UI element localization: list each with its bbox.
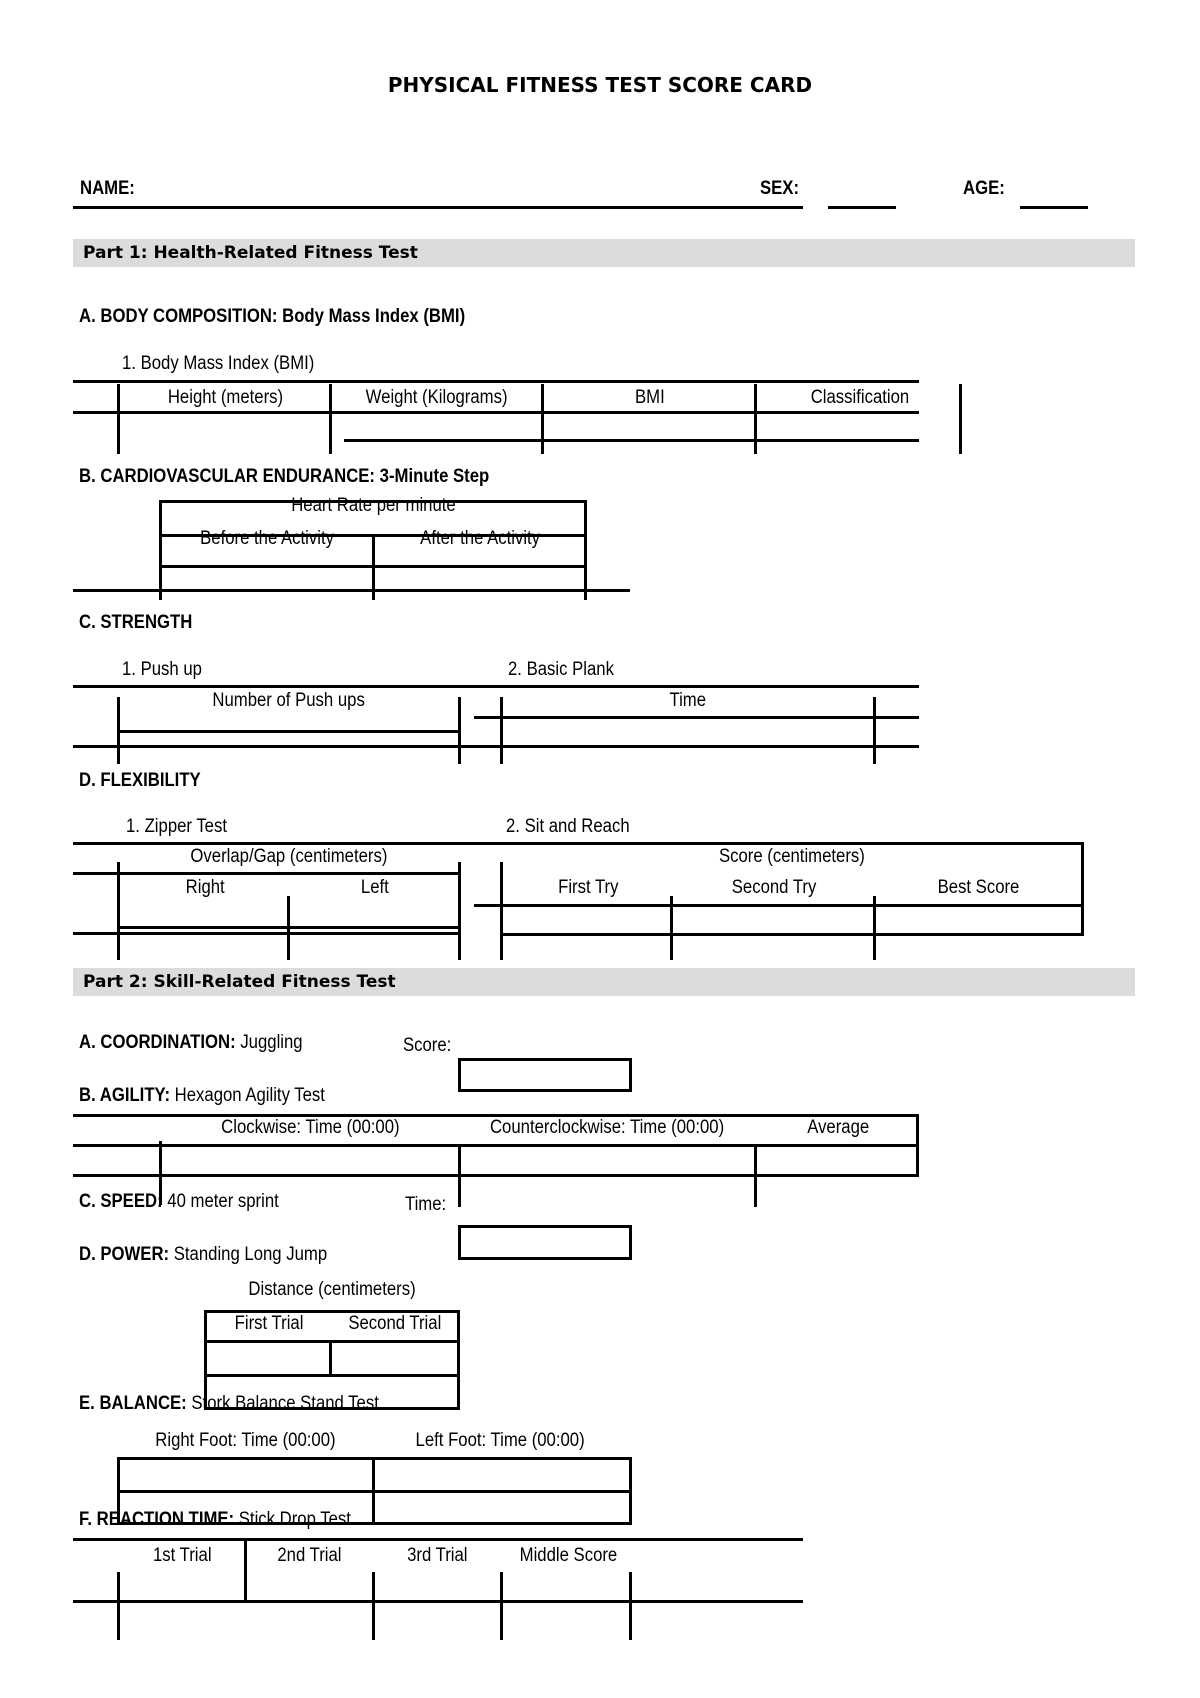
power-test: Standing Long Jump: [173, 1244, 328, 1265]
name-label: NAME:: [80, 178, 135, 199]
cardio-divider: [159, 565, 162, 600]
cardio-divider: [584, 565, 587, 600]
power-header-line: [204, 1340, 460, 1343]
strength-bottom-line: [73, 745, 919, 748]
reaction-col-2nd: 2nd Trial: [277, 1545, 342, 1566]
bmi-table-bottom: [344, 439, 919, 442]
balance-row: [79, 1393, 379, 1415]
power-row: [79, 1244, 327, 1266]
speed-row: [79, 1191, 279, 1213]
strength-title: C. STRENGTH: [79, 612, 193, 633]
strength-top-line: [73, 685, 919, 688]
speed-time-box[interactable]: [458, 1225, 632, 1260]
zipper-base-line: [73, 932, 459, 935]
flex-divider: [287, 896, 290, 960]
agility-bottom-line: [73, 1174, 919, 1177]
reaction-label: F. REACTION TIME:: [79, 1509, 235, 1530]
flex-divider: [670, 896, 673, 960]
speed-label: C. SPEED:: [79, 1191, 163, 1212]
name-underline[interactable]: [73, 206, 803, 209]
zipper-header-line: [73, 872, 459, 875]
reaction-test: Stick Drop Test: [238, 1509, 351, 1530]
plank-line: [474, 716, 919, 719]
bmi-col-bmi: BMI: [635, 387, 665, 408]
reaction-bottom-line: [73, 1600, 803, 1603]
reaction-divider: [500, 1572, 503, 1640]
sex-underline[interactable]: [828, 206, 896, 209]
reaction-divider: [117, 1572, 120, 1640]
reaction-row: [79, 1509, 351, 1531]
page-title: PHYSICAL FITNESS TEST SCORE CARD: [387, 73, 813, 97]
strength-divider: [458, 697, 461, 764]
body-composition-title: A. BODY COMPOSITION: Body Mass Index (BMI): [79, 306, 466, 327]
flex-divider: [873, 896, 876, 960]
flexibility-title: D. FLEXIBILITY: [79, 770, 201, 791]
sitreach-col-second: Second Try: [731, 877, 817, 898]
zipper-col-right: Right: [185, 877, 225, 898]
reaction-top-line: [73, 1538, 803, 1541]
cardio-bottom-line: [73, 589, 630, 592]
sitreach-col-first: First Try: [557, 877, 619, 898]
bmi-table-header-line: [73, 411, 919, 414]
agility-divider: [754, 1144, 757, 1207]
balance-col-right: Right Foot: Time (00:00): [154, 1430, 336, 1451]
power-row-line: [204, 1374, 460, 1377]
plank-col: Time: [669, 690, 707, 711]
bmi-col-height: Height (meters): [167, 387, 283, 408]
sitreach-col-best: Best Score: [937, 877, 1020, 898]
flex-top-line: [73, 842, 1084, 845]
sex-label: SEX:: [760, 178, 800, 199]
strength-divider: [873, 697, 876, 764]
cardio-title: B. CARDIOVASCULAR ENDURANCE: 3-Minute Step: [79, 466, 490, 487]
part2-heading: [73, 968, 1135, 996]
zipper-header: Overlap/Gap (centimeters): [190, 846, 388, 867]
zipper-col-left: Left: [361, 877, 389, 898]
balance-col-left: Left Foot: Time (00:00): [415, 1430, 585, 1451]
sitreach-header: Score (centimeters): [719, 846, 865, 867]
agility-col-clockwise: Clockwise: Time (00:00): [220, 1117, 400, 1138]
time-label: Time:: [405, 1194, 447, 1215]
part1-heading: [73, 239, 1135, 267]
power-divider: [329, 1340, 332, 1377]
cardio-col-after: After the Activity: [420, 528, 540, 549]
reaction-col-3rd: 3rd Trial: [407, 1545, 468, 1566]
bmi-col-weight: Weight (Kilograms): [366, 387, 508, 408]
reaction-col-middle: Middle Score: [519, 1545, 617, 1566]
coordination-row: [79, 1032, 303, 1054]
speed-test: 40 meter sprint: [167, 1191, 279, 1212]
plank-subtitle: 2. Basic Plank: [508, 659, 614, 680]
sitreach-subtitle: 2. Sit and Reach: [506, 816, 630, 837]
sitreach-right-border: [1081, 842, 1084, 936]
coordination-label: A. COORDINATION:: [79, 1032, 236, 1053]
sitreach-bottom-line: [500, 933, 1084, 936]
reaction-divider: [629, 1572, 632, 1640]
reaction-col-1st: 1st Trial: [152, 1545, 212, 1566]
pushup-subtitle: 1. Push up: [122, 659, 202, 680]
agility-row: [79, 1085, 325, 1107]
power-header: Distance (centimeters): [248, 1279, 416, 1300]
balance-divider: [372, 1457, 375, 1525]
bmi-subtitle: 1. Body Mass Index (BMI): [122, 353, 315, 374]
coordination-score-box[interactable]: [458, 1058, 632, 1092]
age-underline[interactable]: [1020, 206, 1088, 209]
agility-divider: [458, 1144, 461, 1207]
bmi-table-top: [73, 380, 919, 383]
agility-test: Hexagon Agility Test: [174, 1085, 325, 1106]
power-col-second: Second Trial: [348, 1313, 441, 1334]
balance-test: Stork Balance Stand Test: [191, 1393, 379, 1414]
pushup-line: [117, 730, 460, 733]
agility-label: B. AGILITY:: [79, 1085, 171, 1106]
sitreach-header-line: [474, 904, 1084, 907]
part1-heading-text: Part 1: Health-Related Fitness Test: [83, 243, 418, 263]
age-label: AGE:: [963, 178, 1005, 199]
agility-header-line: [73, 1144, 919, 1147]
agility-col-average: Average: [807, 1117, 869, 1138]
reaction-divider: [372, 1572, 375, 1640]
cardio-header: Heart Rate per minute: [290, 495, 456, 516]
bmi-col-classification: Classification: [810, 387, 909, 408]
zipper-subtitle: 1. Zipper Test: [126, 816, 227, 837]
power-label: D. POWER:: [79, 1244, 170, 1265]
part2-heading-text: Part 2: Skill-Related Fitness Test: [83, 972, 396, 992]
power-col-first: First Trial: [235, 1313, 304, 1334]
cardio-col-before: Before the Activity: [200, 528, 334, 549]
score-label: Score:: [403, 1035, 452, 1056]
coordination-test: Juggling: [240, 1032, 303, 1053]
pushup-col: Number of Push ups: [212, 690, 366, 711]
balance-label: E. BALANCE:: [79, 1393, 187, 1414]
agility-col-counterclockwise: Counterclockwise: Time (00:00): [490, 1117, 725, 1138]
